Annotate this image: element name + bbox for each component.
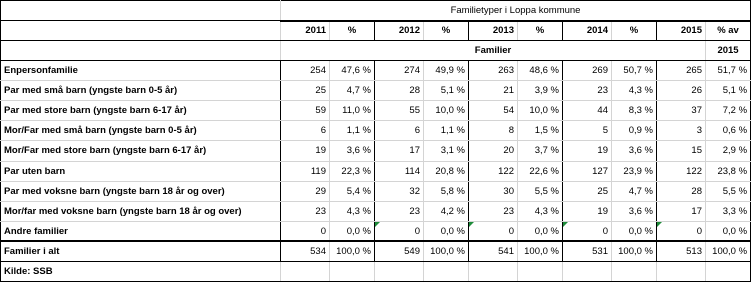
group-label[interactable]: Familier bbox=[281, 41, 706, 61]
count-cell[interactable]: 37 bbox=[657, 101, 706, 121]
col-header-2015[interactable]: 2015 bbox=[657, 21, 706, 41]
total-row bbox=[1, 241, 751, 261]
percent-cell[interactable]: 5,1 % bbox=[424, 81, 469, 101]
row-label[interactable]: Mor/far med voksne barn (yngste barn 18 år og over) bbox=[1, 201, 281, 221]
count-cell[interactable]: 25 bbox=[563, 181, 612, 201]
percent-cell[interactable]: 1,5 % bbox=[518, 121, 563, 141]
col-header-pct-of[interactable]: % av bbox=[706, 21, 751, 41]
count-cell[interactable]: 122 bbox=[657, 161, 706, 181]
count-cell[interactable]: 29 bbox=[281, 181, 330, 201]
col-header-2013[interactable]: 2013 bbox=[469, 21, 518, 41]
percent-cell[interactable]: 48,6 % bbox=[518, 61, 563, 81]
count-cell[interactable]: 15 bbox=[657, 141, 706, 161]
percent-cell[interactable]: 1,1 % bbox=[330, 121, 375, 141]
percent-cell[interactable]: 3,3 % bbox=[706, 201, 751, 221]
count-cell[interactable]: 0 bbox=[375, 221, 424, 241]
count-cell[interactable]: 59 bbox=[281, 101, 330, 121]
table-row bbox=[1, 201, 751, 221]
count-cell[interactable]: 114 bbox=[375, 161, 424, 181]
percent-cell[interactable]: 51,7 % bbox=[706, 61, 751, 81]
count-cell[interactable]: 127 bbox=[563, 161, 612, 181]
percent-cell[interactable]: 1,1 % bbox=[424, 121, 469, 141]
percent-cell[interactable]: 23,9 % bbox=[612, 161, 657, 181]
percent-cell[interactable]: 5,5 % bbox=[706, 181, 751, 201]
table-row bbox=[1, 101, 751, 121]
count-cell[interactable]: 28 bbox=[375, 81, 424, 101]
count-cell[interactable]: 26 bbox=[657, 81, 706, 101]
source-row bbox=[1, 261, 751, 281]
row-label[interactable]: Enpersonfamilie bbox=[1, 61, 281, 81]
count-cell[interactable]: 513 bbox=[657, 241, 706, 261]
spacer-cell[interactable] bbox=[1, 1, 281, 21]
count-cell[interactable]: 0 bbox=[281, 221, 330, 241]
percent-cell[interactable]: 3,9 % bbox=[518, 81, 563, 101]
col-header-pct[interactable]: % bbox=[424, 21, 469, 41]
column-header-row bbox=[1, 21, 751, 41]
table-title[interactable]: Familietyper i Loppa kommune bbox=[281, 1, 751, 21]
count-cell[interactable]: 119 bbox=[281, 161, 330, 181]
row-label[interactable]: Par uten barn bbox=[1, 161, 281, 181]
count-cell[interactable]: 32 bbox=[375, 181, 424, 201]
percent-cell[interactable]: 4,2 % bbox=[424, 201, 469, 221]
percent-cell[interactable]: 4,3 % bbox=[518, 201, 563, 221]
table-row bbox=[1, 121, 751, 141]
count-cell[interactable]: 30 bbox=[469, 181, 518, 201]
row-label[interactable]: Familier i alt bbox=[1, 241, 281, 261]
percent-cell[interactable]: 49,9 % bbox=[424, 61, 469, 81]
count-cell[interactable]: 0 bbox=[469, 221, 518, 241]
count-cell[interactable]: 534 bbox=[281, 241, 330, 261]
row-label[interactable]: Andre familier bbox=[1, 221, 281, 241]
col-header-pct[interactable]: % bbox=[330, 21, 375, 41]
spacer-cell[interactable] bbox=[1, 21, 281, 41]
row-label[interactable]: Par med voksne barn (yngste barn 18 år og over) bbox=[1, 181, 281, 201]
count-cell[interactable]: 254 bbox=[281, 61, 330, 81]
count-cell[interactable]: 21 bbox=[469, 81, 518, 101]
count-cell[interactable]: 541 bbox=[469, 241, 518, 261]
row-label[interactable]: Mor/Far med store barn (yngste barn 6-17 år) bbox=[1, 141, 281, 161]
percent-cell[interactable]: 5,4 % bbox=[330, 181, 375, 201]
col-header-pct[interactable]: % bbox=[518, 21, 563, 41]
percent-cell[interactable]: 0,0 % bbox=[706, 221, 751, 241]
row-label[interactable]: Par med store barn (yngste barn 6-17 år) bbox=[1, 101, 281, 121]
percent-cell[interactable]: 3,7 % bbox=[518, 141, 563, 161]
percent-cell[interactable]: 23,8 % bbox=[706, 161, 751, 181]
count-cell[interactable]: 55 bbox=[375, 101, 424, 121]
count-cell[interactable]: 44 bbox=[563, 101, 612, 121]
group-year[interactable]: 2015 bbox=[706, 41, 751, 61]
count-cell[interactable]: 5 bbox=[563, 121, 612, 141]
count-cell[interactable]: 531 bbox=[563, 241, 612, 261]
count-cell[interactable]: 274 bbox=[375, 61, 424, 81]
percent-cell[interactable]: 4,3 % bbox=[330, 201, 375, 221]
count-cell[interactable]: 17 bbox=[375, 141, 424, 161]
count-cell[interactable]: 6 bbox=[375, 121, 424, 141]
count-cell[interactable]: 265 bbox=[657, 61, 706, 81]
percent-cell[interactable]: 5,8 % bbox=[424, 181, 469, 201]
col-header-pct[interactable]: % bbox=[612, 21, 657, 41]
count-cell[interactable]: 54 bbox=[469, 101, 518, 121]
percent-cell[interactable]: 47,6 % bbox=[330, 61, 375, 81]
percent-cell[interactable]: 100,0 % bbox=[518, 241, 563, 261]
percent-cell[interactable]: 8,3 % bbox=[612, 101, 657, 121]
count-cell[interactable]: 23 bbox=[281, 201, 330, 221]
count-cell[interactable]: 20 bbox=[469, 141, 518, 161]
count-cell[interactable]: 23 bbox=[563, 81, 612, 101]
percent-cell[interactable]: 4,7 % bbox=[330, 81, 375, 101]
percent-cell[interactable]: 3,6 % bbox=[330, 141, 375, 161]
col-header-2011[interactable]: 2011 bbox=[281, 21, 330, 41]
count-cell[interactable]: 3 bbox=[657, 121, 706, 141]
row-label[interactable]: Mor/Far med små barn (yngste barn 0-5 år) bbox=[1, 121, 281, 141]
count-cell[interactable]: 6 bbox=[281, 121, 330, 141]
percent-cell[interactable]: 3,6 % bbox=[612, 141, 657, 161]
percent-cell[interactable]: 11,0 % bbox=[330, 101, 375, 121]
percent-cell[interactable]: 3,6 % bbox=[612, 201, 657, 221]
row-label[interactable]: Par med små barn (yngste barn 0-5 år) bbox=[1, 81, 281, 101]
group-header-row bbox=[1, 41, 751, 61]
percent-cell[interactable]: 10,0 % bbox=[424, 101, 469, 121]
percent-cell[interactable]: 20,8 % bbox=[424, 161, 469, 181]
table-row bbox=[1, 221, 751, 241]
count-cell[interactable]: 0 bbox=[657, 221, 706, 241]
count-cell[interactable]: 19 bbox=[281, 141, 330, 161]
percent-cell[interactable]: 0,0 % bbox=[518, 221, 563, 241]
percent-cell[interactable]: 4,7 % bbox=[612, 181, 657, 201]
percent-cell[interactable]: 100,0 % bbox=[424, 241, 469, 261]
col-header-2014[interactable]: 2014 bbox=[563, 21, 612, 41]
count-cell[interactable]: 0 bbox=[563, 221, 612, 241]
count-cell[interactable]: 263 bbox=[469, 61, 518, 81]
percent-cell[interactable]: 0,0 % bbox=[330, 221, 375, 241]
count-cell[interactable]: 8 bbox=[469, 121, 518, 141]
percent-cell[interactable]: 22,6 % bbox=[518, 161, 563, 181]
count-cell[interactable]: 122 bbox=[469, 161, 518, 181]
table-row bbox=[1, 61, 751, 81]
count-cell[interactable]: 549 bbox=[375, 241, 424, 261]
percent-cell[interactable]: 5,5 % bbox=[518, 181, 563, 201]
table-row bbox=[1, 161, 751, 181]
percent-cell[interactable]: 7,2 % bbox=[706, 101, 751, 121]
table-row bbox=[1, 81, 751, 101]
percent-cell[interactable]: 0,0 % bbox=[424, 221, 469, 241]
count-cell[interactable]: 19 bbox=[563, 201, 612, 221]
percent-cell[interactable]: 22,3 % bbox=[330, 161, 375, 181]
count-cell[interactable]: 25 bbox=[281, 81, 330, 101]
percent-cell[interactable]: 100,0 % bbox=[612, 241, 657, 261]
count-cell[interactable]: 19 bbox=[563, 141, 612, 161]
percent-cell[interactable]: 2,9 % bbox=[706, 141, 751, 161]
count-cell[interactable]: 23 bbox=[375, 201, 424, 221]
percent-cell[interactable]: 0,6 % bbox=[706, 121, 751, 141]
percent-cell[interactable]: 0,9 % bbox=[612, 121, 657, 141]
percent-cell[interactable]: 3,1 % bbox=[424, 141, 469, 161]
percent-cell[interactable]: 5,1 % bbox=[706, 81, 751, 101]
source-note[interactable]: Kilde: SSB bbox=[1, 261, 281, 281]
count-cell[interactable]: 269 bbox=[563, 61, 612, 81]
title-row bbox=[1, 1, 751, 21]
table-row bbox=[1, 181, 751, 201]
percent-cell[interactable]: 10,0 % bbox=[518, 101, 563, 121]
count-cell[interactable]: 28 bbox=[657, 181, 706, 201]
count-cell[interactable]: 17 bbox=[657, 201, 706, 221]
percent-cell[interactable]: 50,7 % bbox=[612, 61, 657, 81]
percent-cell[interactable]: 100,0 % bbox=[330, 241, 375, 261]
percent-cell[interactable]: 4,3 % bbox=[612, 81, 657, 101]
count-cell[interactable]: 23 bbox=[469, 201, 518, 221]
table-row bbox=[1, 141, 751, 161]
spacer-cell[interactable] bbox=[1, 41, 281, 61]
percent-cell[interactable]: 0,0 % bbox=[612, 221, 657, 241]
percent-cell[interactable]: 100,0 % bbox=[706, 241, 751, 261]
col-header-2012[interactable]: 2012 bbox=[375, 21, 424, 41]
